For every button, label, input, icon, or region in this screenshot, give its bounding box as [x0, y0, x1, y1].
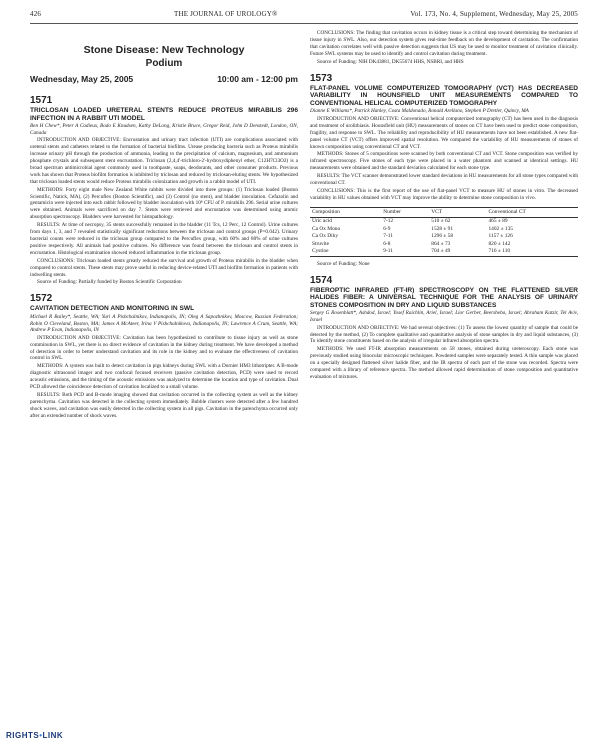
table-cell: 7-12	[383, 218, 394, 225]
journal-title: THE JOURNAL OF UROLOGY®	[173, 10, 278, 18]
table-cell: 6-8	[383, 240, 391, 247]
session-subtitle: Podium	[145, 58, 183, 69]
page-number: 426	[30, 10, 42, 18]
table-cell: Ca Ox Dihy	[312, 233, 339, 240]
abstract-title: CAVITATION DETECTION AND MONITORING IN SWL	[30, 305, 195, 313]
table-cell: Cystine	[310, 248, 381, 256]
abstract-paragraph: METHODS: We used FT-IR absorption measurements on 58 stones, obtained during ureteroscopy. Each stone was previously studied using binocular microscopic techniques. Powdered samples were separately tested. A thin sample was placed on a specially designed flattened silver halide fiber, and the IR spectra of each part of the stone was recorded. Spectra were compared with a library of reference spectra. The method allowed rapid determination of stone composition and quantitative evaluation of mixtures.	[310, 346, 578, 380]
table-cell: 1296 ± 58	[431, 233, 454, 240]
left-column	[30, 30, 298, 421]
abstract-title: FLAT-PANEL VOLUME COMPUTERIZED TOMOGRAPHY (VCT) HAS DECREASED VARIABILITY IN HOUNSFIELD UNIT MEASUREMENTS COMPARED TO CONVENTIONAL HELICAL COMPUTERIZED TOMOGRAPHY	[310, 84, 578, 107]
session-title: Stone Disease: New Technology	[83, 44, 245, 56]
table-header: Conventional CT	[486, 207, 578, 218]
table-header: Number	[381, 207, 429, 218]
rightslink-logo	[6, 731, 63, 740]
table-cell: Ca Ox Mono	[312, 225, 341, 232]
table-cell: 1157 ± 126	[488, 233, 513, 240]
abstract-1572	[30, 293, 298, 419]
table-cell: 1402 ± 135	[488, 225, 513, 232]
abstract-number: 1574	[310, 274, 333, 286]
abstract-paragraph: INTRODUCTION AND OBJECTIVE: Encrustation and urinary tract infection (UTI) are complications associated with ureteral stents and catheters related to the formation of bacterial biofilms. Urease producing bacteria such as Proteus mirabilis increase urinary pH through the production of ammonia, leading to the precipitation of calcium, magnesium, and ammonium phosphate crystals and subsequent stent encrustation. Triclosan (2,4,4'-trichloro-2'-hydroxydiphenyl ether, C12H7Cl3O2) is a broad spectrum antimicrobial agent commonly used in toothpaste, soaps, deodorants, and other consumer products. Previous work has shown that Proteus biofilm formation is inhibited by triclosan and reduced by triclosan-eluting stents. We hypothesized that triclosan loaded stents would reduce Proteus mirabilis colonization and growth in a rabbit model of UTI.	[30, 137, 298, 185]
table-cell: 704 ± 49	[429, 248, 486, 256]
table-cell: 1528 ± 91	[431, 225, 454, 232]
funding-source: Source of Funding: NIH DK43881, DK55674 HHS, NSBRI, and HHS	[317, 58, 464, 65]
table-row	[310, 248, 578, 256]
table-header: Composition	[310, 207, 381, 218]
abstract-paragraph: INTRODUCTION AND OBJECTIVE: Conventional helical computerized tomography (CT) has been used in the diagnosis and treatment of urolithiasis. Hounsfield unit (HU) measurements of stones on CT have been used to predict stone composition, fragility, and response to SWL. The reliability and reproducibility of HU measurements have not been established. A new flat-panel volume CT (VCT) offers improved spatial resolution. We compared the variability of HU measurements of stones of known composition using conventional CT and VCT.	[310, 115, 578, 150]
table-cell: 864 ± 73	[431, 240, 451, 247]
table-row	[310, 226, 578, 234]
abstract-title: FIBEROPTIC INFRARED (FT-IR) SPECTROSCOPY ON THE FLATTENED SILVER HALIDES FIBER: A UNIVERSAL TECHNIQUE FOR THE ANALYSIS OF URINARY STONES COMPOSITION IN DRY AND LIQUID SUBSTANCES	[310, 286, 578, 309]
table-cell: 465 ± 89	[488, 218, 508, 225]
table-cell: 7-11	[383, 233, 393, 240]
logo-suffix: LINK	[42, 731, 64, 740]
abstract-paragraph: RESULTS: Both PCD and B-mode imaging showed that cavitation occurred in the collecting system as well as the kidney parenchyma. Cavitation was detected in the collecting system immediately. Bubble clusters were detected after a few hundred shock waves, and cavitation was easily detected in the collecting system in all pigs. Cavitation in the parenchyma occurred only after an extended number of shock waves.	[30, 391, 298, 419]
abstract-paragraph: METHODS: Forty eight male New Zealand White rabbits were divided into three groups: (1) Triclosan loaded (Boston Scientific, Natick, MA), (2) Percuflex (Boston Scientific), and (3) Control (no stent), and bladder inoculation. Cefazolin and gentamicin were injected into each rabbit followed by bladder inoculation with 10⁸ CFU of P. mirabilis 296. Serial urine cultures were obtained. Animals were sacrificed on day 7. Stents were retrieved and encrustation was determined using atomic absorption spectroscopy. Bladders were harvested for histopathology.	[30, 186, 298, 221]
abstract-authors: Michael R Bailey*, Seattle, WA; Yuri A Pishchalnikov, Indianapolis, IN; Oleg A Sapozhnikov, Moscow, Russian Federation; Robin O Cleveland, Boston, MA; James A McAteer, Irina V Pishchalnikova, Indianapolis, IN; Lawrence A Crum, Seattle, WA; Andrew P Evan, Indianapolis, IN	[30, 313, 298, 334]
right-column	[310, 30, 578, 421]
table-cell: 510 ± 62	[431, 218, 451, 225]
table-row	[310, 218, 578, 226]
table-cell: 6-9	[383, 225, 391, 232]
abstract-paragraph: CONCLUSIONS: The finding that cavitation occurs in kidney tissue is a critical step toward determining the mechanism of tissue injury in SWL. Also, our detection system gives real-time feedback on the development of cavitation. The confirmation that cavitation correlates well with passive detection suggests that US may be used to monitor treatment of cavitation clinically. Future SWL systems may be used to identify and control cavitation during treatment.	[310, 30, 578, 57]
hu-table	[310, 207, 578, 257]
abstract-authors: Dianne E Williams*, Patrick Hanley, Costa Maldonado, Ronald Arellano, Stephen P Dretler, Quincy, MA	[310, 108, 529, 115]
table-cell: 9-11	[381, 248, 429, 256]
abstract-authors: Ben H Chew*, Peter A Cadieux, Bodo E Knudsen, Kathy DeLong, Kristie Bruce, Gregor Reid, John D Denstedt, London, ON, Canada	[30, 123, 298, 136]
table-header-row	[310, 207, 578, 218]
two-column-body	[30, 30, 578, 421]
table-cell: 716 ± 110	[486, 248, 578, 256]
abstract-number: 1573	[310, 72, 333, 84]
abstract-paragraph: CONCLUSIONS: Triclosan loaded stents greatly reduced the survival and growth of Proteus mirabilis in the bladder when compared to control stents. These stents may prove useful in reducing device-related UTI and biofilm formation in patients with indwelling stents.	[30, 257, 298, 278]
abstract-paragraph: METHODS: A system was built to detect cavitation in pigs kidneys during SWL with a Dornier HM3 lithotripter. A B-mode diagnostic ultrasound imager and two confocal focused receivers (passive cavitation detection, PCD) were used to record acoustic emissions, and the timing of the acoustic emissions was analyzed to determine the location and type of cavitation. Dual PCD allowed the coincidence detection of cavitation localized to a small volume.	[30, 363, 298, 391]
abstract-title: TRICLOSAN LOADED URETERAL STENTS REDUCE PROTEUS MIRABILIS 296 INFECTION IN A RABBIT UTI MODEL	[30, 106, 298, 122]
session-time: 10:00 am - 12:00 pm	[217, 74, 298, 84]
table-cell: Struvite	[312, 240, 330, 247]
abstract-number: 1572	[30, 293, 53, 305]
logo-brand: RIGHTS	[6, 731, 40, 740]
abstract-1573	[310, 73, 578, 268]
table-row	[310, 241, 578, 249]
abstract-paragraph: RESULTS: At time of necropsy, 35 stents successfully remained in the bladder (11 Tcs, 12 Perc, 12 Control). Urine cultures from days 1, 3, and 7 revealed statistically significant reductions between the triclosan and control groups (P=0.042). Urinary bacterial counts were reduced in the triclosan group compared to the Percuflex group, with 60% and 80% of urine cultures positive respectively. All animals had positive cultures. No difference was found between the triclosan and control stents in encrustation. Histological examination showed reduced inflammation in the triclosan group.	[30, 222, 298, 256]
issue-info: Vol. 173, No. 4, Supplement, Wednesday, May 25, 2005	[410, 10, 578, 18]
table-cell: 820 ± 142	[488, 240, 511, 247]
abstract-paragraph: CONCLUSIONS: This is the first report of the use of flat-panel VCT to measure HU of stones in vitro. The decreased variability in HU values obtained with VCT may improve the ability to determine stone composition in vivo.	[310, 187, 578, 201]
abstract-paragraph: INTRODUCTION AND OBJECTIVE: Cavitation has been hypothesized to contribute to tissue injury as well as stone comminution in SWL, yet there is no direct evidence of cavitation in the kidney during treatment. We have developed a method of detection in order to better understand cavitation and its role in the kidney and to evaluate the effectiveness of cavitation control in SWL.	[30, 334, 298, 362]
abstract-1571	[30, 95, 298, 286]
session-date: Wednesday, May 25, 2005	[30, 74, 134, 84]
abstract-paragraph: INTRODUCTION AND OBJECTIVE: We had several objectives: (1) To assess the lowest quantity of sample that could be detected by the method, (2) To complete qualitative and quantitative analysis of stone samples in dry and liquid substances, (3) To identify stone constituents based on the analysis of irregular infrared absorption spectra.	[310, 324, 578, 345]
table-header: VCT	[429, 207, 486, 218]
abstract-paragraph: RESULTS: The VCT scanner demonstrated lower standard deviations in HU measurements for all stone types compared with conventional CT.	[310, 173, 578, 187]
table-cell: Uric acid	[312, 218, 332, 225]
journal-page	[30, 10, 578, 740]
abstract-paragraph: METHODS: Stones of 5 compositions were scanned by both conventional CT and VCT. Stone composition was verified by infrared spectroscopy. Five stones of each type were placed in a water phantom and scanned at identical settings. HU measurements were obtained and the standard deviation calculated for each stone type.	[310, 151, 578, 172]
abstract-1574	[310, 275, 578, 381]
abstract-number: 1571	[30, 94, 53, 106]
table-row	[310, 233, 578, 241]
funding-source: Source of Funding: Partially funded by Boston Scientific Corporation	[37, 279, 182, 286]
session-datetime	[30, 76, 298, 83]
abstract-authors: Sergey G Rosenblatt*, Ashdod, Israel; Yosef Raichlin, Ariel, Israel; Lior Gerber, Beersheba, Israel; Abraham Katzir, Tel Aviv, Israel	[310, 310, 578, 324]
logo-dot: •	[39, 731, 43, 740]
funding-source: Source of Funding: None	[317, 260, 370, 267]
running-head	[30, 10, 578, 24]
